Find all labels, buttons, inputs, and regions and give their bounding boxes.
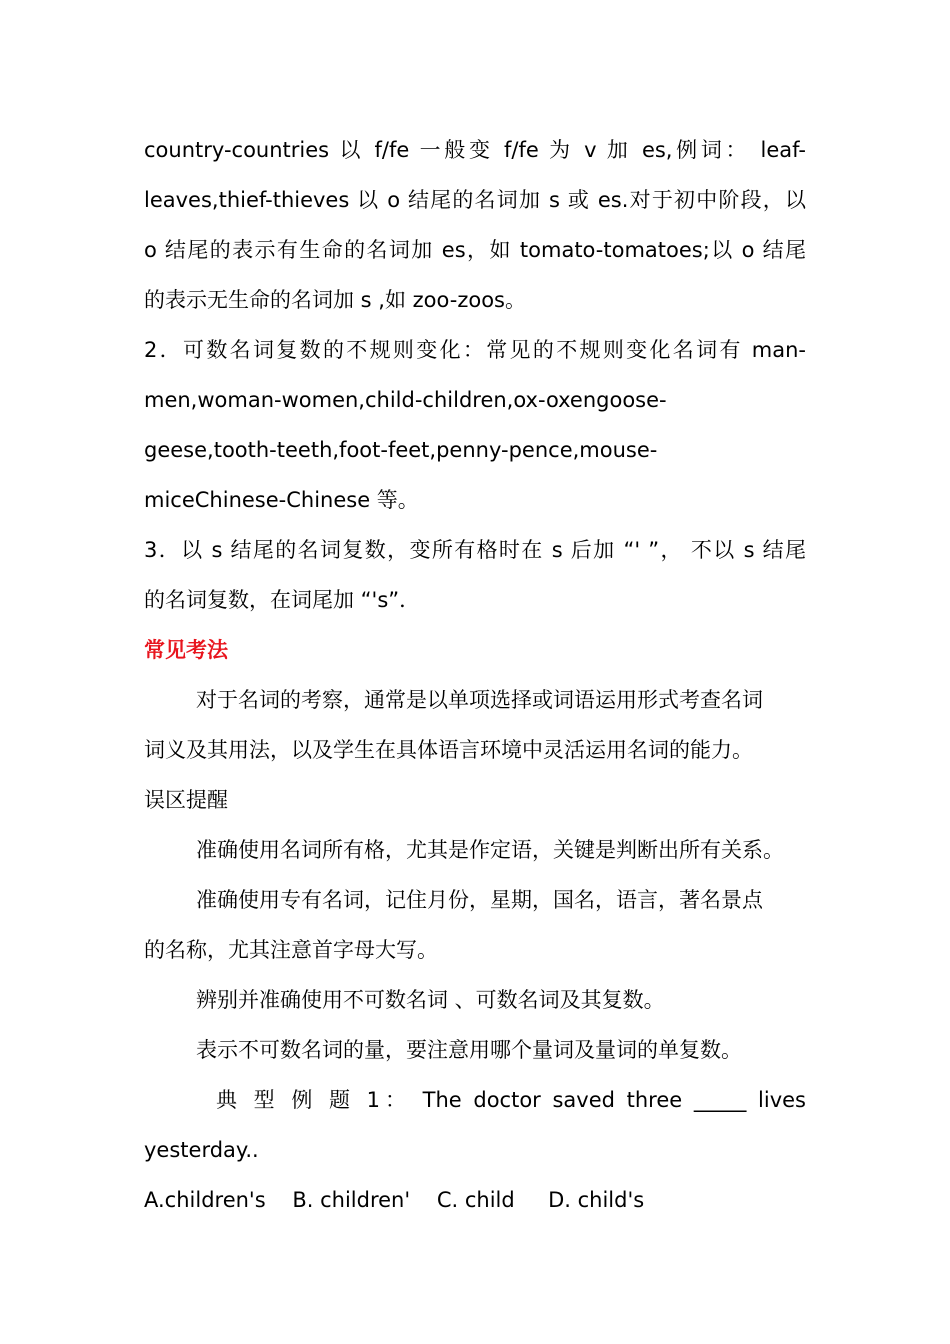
- text-line: 表示不可数名词的量，要注意用哪个量词及量词的单复数。: [196, 1038, 742, 1062]
- list-item-3: 3．以 s 结尾的名词复数，变所有格时在 s 后加 “' ”， 不以 s 结尾: [144, 538, 806, 562]
- text-line: men,woman-women,child-children,ox-oxengoose-: [144, 388, 667, 412]
- text-line: 对于名词的考察，通常是以单项选择或词语运用形式考查名词: [196, 688, 763, 712]
- text-line: leaves,thief-thieves 以 o 结尾的名词加 s 或 es.对于初中阶段，以: [144, 188, 806, 212]
- text-line: 词义及其用法，以及学生在具体语言环境中灵活运用名词的能力。: [144, 738, 753, 762]
- text-line: geese,tooth-teeth,foot-feet,penny-pence,mouse-: [144, 438, 658, 462]
- text-line: 准确使用名词所有格，尤其是作定语，关键是判断出所有关系。: [196, 838, 784, 862]
- subsection-heading: 误区提醒: [144, 788, 228, 812]
- text-line: yesterday..: [144, 1138, 259, 1162]
- text-line: o 结尾的表示有生命的名词加 es，如 tomato-tomatoes;以 o 结尾: [144, 238, 806, 262]
- text-line: 的名称，尤其注意首字母大写。: [144, 938, 438, 962]
- section-heading: 常见考法: [144, 638, 228, 662]
- text-line: 的名词复数，在词尾加 “'s”．: [144, 588, 421, 612]
- text-line: country-countries 以 f/fe 一般变 f/fe 为 v 加 es,例词： leaf-: [144, 138, 806, 162]
- answer-options: A.children's B. children' C. child D. child's: [144, 1188, 645, 1212]
- text-line: 的表示无生命的名词加 s ,如 zoo-zoos。: [144, 288, 526, 312]
- text-line: miceChinese-Chinese 等。: [144, 488, 419, 512]
- text-line: 辨别并准确使用不可数名词 、可数名词及其复数。: [196, 988, 665, 1012]
- text-line: 准确使用专有名词，记住月份，星期，国名，语言，著名景点: [196, 888, 763, 912]
- list-item-2: 2．可数名词复数的不规则变化：常见的不规则变化名词有 man-: [144, 338, 806, 362]
- example-question: 典 型 例 题 1： The doctor saved three _____ lives: [216, 1088, 806, 1112]
